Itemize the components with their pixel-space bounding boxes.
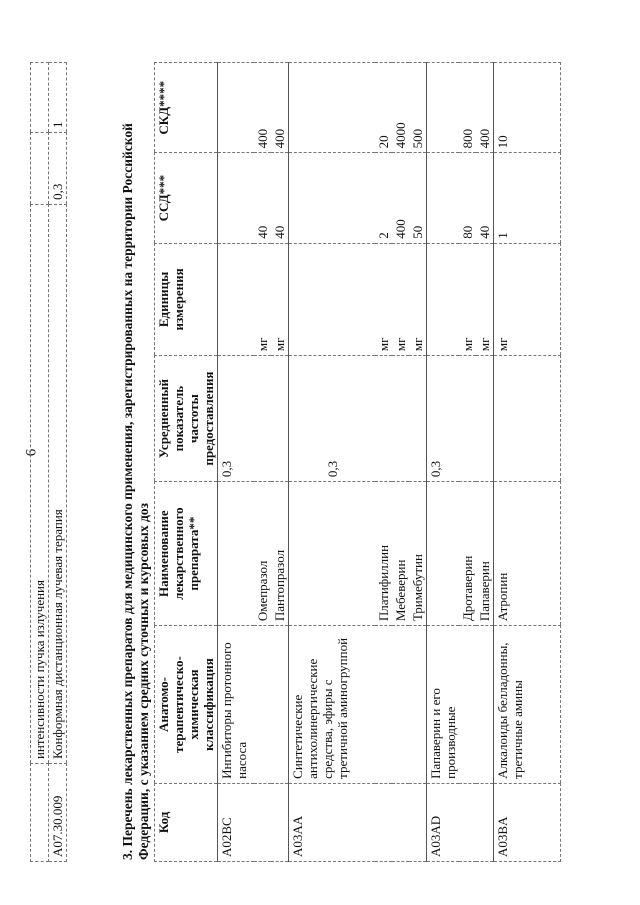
header-atc-class: Анатомо-терапевтическо-химическая классификация [155,626,218,784]
atc-class-name: Папаверин и его производные [427,626,494,784]
table-header-row [155,63,218,862]
header-frequency: Усредненный показатель частоты предоставления [155,356,218,482]
drug-skd: 800 [459,63,476,153]
procedure-frequency: 0,3 [49,132,67,204]
atc-code: A03AD [427,783,494,861]
header-drug-name: Наименование лекарственного препарата** [155,482,218,626]
procedure-name: Конформная дистанционная лучевая терапия [49,204,67,763]
drug-skd: 20 [375,63,392,153]
procedure-name: интенсивности пучка излучения [31,204,49,763]
drug-skd: 10 [494,63,561,153]
rotated-page-content [30,42,610,862]
drug-unit: мг [392,243,409,355]
atc-code: A03BA [494,783,561,861]
drug-unit: мг [494,243,561,355]
drug-name: Омепразол [254,482,271,626]
header-ssd: ССД*** [155,153,218,243]
drug-skd: 400 [271,63,289,153]
page-number: 6 [23,448,40,457]
procedure-code [31,764,49,862]
table-row [49,63,67,862]
drug-name: Дротаверин [459,482,476,626]
table-row [31,63,49,862]
table-row [289,63,376,862]
drug-ssd: 40 [476,153,494,243]
drug-skd: 4000 [392,63,409,153]
drug-ssd: 40 [271,153,289,243]
drug-ssd: 400 [392,153,409,243]
drug-name: Платифиллин [375,482,392,626]
drug-ssd: 1 [494,153,561,243]
atc-class-name: Ингибиторы протонного насоса [218,626,289,784]
section-title: 3. Перечень лекарственных препаратов для медицинского применения, зарегистрированных на территории Российской Федерации, с указанием средних суточных и курсовых доз [120,123,151,860]
frequency-value: 0,3 [289,356,376,482]
drug-ssd: 40 [254,153,271,243]
table-row [218,63,255,862]
procedure-multiplicity: 1 [49,63,67,133]
table-row [427,63,460,862]
drug-skd: 400 [254,63,271,153]
drug-name: Папаверин [476,482,494,626]
atc-code: A03AA [289,783,410,861]
drug-skd: 500 [409,63,427,153]
procedure-code: A07.30.009 [49,764,67,862]
drug-ssd: 2 [375,153,392,243]
table-row [494,63,561,862]
drug-unit: мг [409,243,427,355]
procedures-table-continuation [30,62,67,862]
drug-name: Пантопразол [271,482,289,626]
frequency-value: 0,3 [218,356,255,482]
drug-unit: мг [375,243,392,355]
drug-ssd: 50 [409,153,427,243]
header-unit: Единицы измерения [155,243,218,355]
drug-name: Тримебутин [409,482,427,626]
drug-name: Атропин [494,482,561,626]
drug-skd: 400 [476,63,494,153]
drug-unit: мг [271,243,289,355]
header-code: Код [155,783,218,861]
drug-name: Мебеверин [392,482,409,626]
drug-list-table [154,62,561,862]
drug-unit: мг [459,243,476,355]
atc-class-name: Синтетические антихолинергические средства, эфиры с третичной аминогруппой [289,626,410,784]
drug-unit: мг [254,243,271,355]
header-skd: СКД**** [155,63,218,153]
frequency-value [494,356,561,482]
drug-unit: мг [476,243,494,355]
procedure-frequency [31,132,49,204]
atc-class-name: Алкалоиды белладонны, третичные амины [494,626,561,784]
frequency-value: 0,3 [427,356,460,482]
procedure-multiplicity [31,63,49,133]
drug-ssd: 80 [459,153,476,243]
atc-code: A02BC [218,783,289,861]
table-row [409,63,427,862]
